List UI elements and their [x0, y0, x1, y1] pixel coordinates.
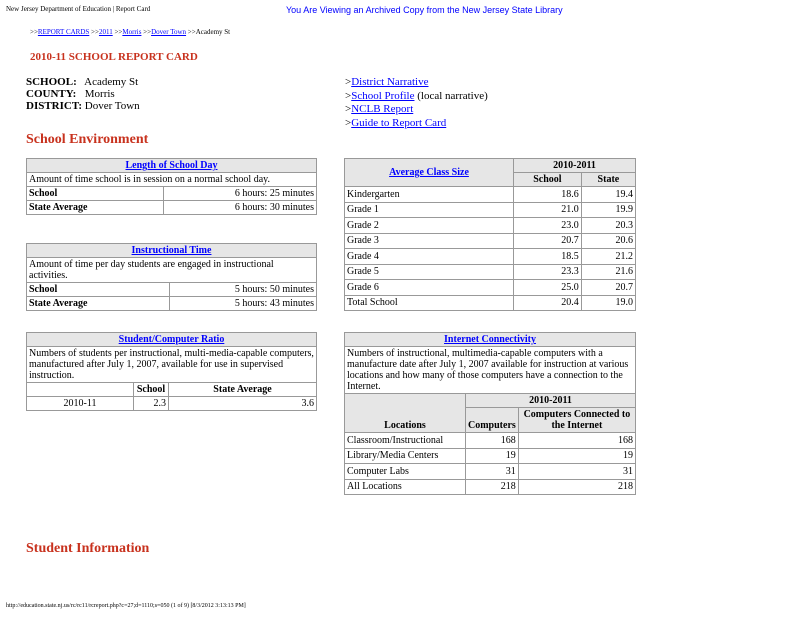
- internet-table: [344, 332, 636, 495]
- internet-col-locations: Locations: [345, 394, 466, 433]
- ratio-state-value: 3.6: [169, 397, 317, 411]
- ratio-school-value: 2.3: [134, 397, 169, 411]
- internet-row-location: Computer Labs: [345, 464, 466, 480]
- class-size-state: 19.4: [581, 187, 635, 203]
- class-size-state: 21.6: [581, 264, 635, 280]
- class-size-state: 19.9: [581, 202, 635, 218]
- class-size-state: 21.2: [581, 249, 635, 265]
- class-size-school: 20.4: [514, 295, 582, 311]
- nclb-report-link[interactable]: NCLB Report: [351, 103, 414, 116]
- breadcrumb-year-link[interactable]: 2011: [98, 28, 113, 36]
- school-label: SCHOOL:: [26, 76, 77, 88]
- class-size-row-label: Grade 5: [345, 264, 514, 280]
- internet-description: Numbers of instructional, multimedia-capable computers with a manufacture date after July 1, 2007 available for instruction at various locations and how many of those computers have a connection to the Internet.: [345, 347, 636, 394]
- instructional-time-table: [26, 243, 317, 311]
- ratio-year: 2010-11: [27, 397, 134, 411]
- student-computer-description: Numbers of students per instructional, multi-media-capable computers, manufactured after July 1, 2007, available for use in supervised instruction.: [27, 347, 317, 383]
- school-environment-heading: School Environment: [26, 132, 149, 147]
- ratio-col-state: State Average: [169, 383, 317, 397]
- county-label: COUNTY:: [26, 88, 77, 100]
- internet-col-computers: Computers: [466, 408, 519, 433]
- archived-notice: You Are Viewing an Archived Copy from the New Jersey State Library: [286, 5, 563, 15]
- internet-row-computers: 218: [466, 479, 519, 495]
- page-source-header: New Jersey Department of Education | Report Card: [6, 5, 151, 13]
- class-size-school: 23.3: [514, 264, 582, 280]
- internet-row-connected: 31: [518, 464, 635, 480]
- class-size-school: 25.0: [514, 280, 582, 296]
- district-narrative-link[interactable]: District Narrative: [351, 76, 429, 88]
- school-info: [26, 76, 140, 112]
- length-of-day-description: Amount of time school is in session on a normal school day.: [27, 173, 317, 187]
- internet-row-connected: 19: [518, 448, 635, 464]
- internet-year: 2010-2011: [466, 394, 636, 408]
- class-size-title-link[interactable]: Average Class Size: [389, 167, 469, 178]
- class-size-year: 2010-2011: [514, 159, 636, 173]
- length-of-day-title-link[interactable]: Length of School Day: [125, 160, 218, 171]
- class-size-school: 21.0: [514, 202, 582, 218]
- district-label: DISTRICT:: [26, 100, 83, 112]
- class-size-state: 19.0: [581, 295, 635, 311]
- class-size-state: 20.6: [581, 233, 635, 249]
- class-size-state: 20.7: [581, 280, 635, 296]
- class-size-row-label: Total School: [345, 295, 514, 311]
- breadcrumb-current-school: Academy St: [195, 28, 231, 36]
- internet-row-location: Classroom/Instructional: [345, 433, 466, 449]
- breadcrumb-county-link[interactable]: Morris: [122, 28, 142, 36]
- internet-row-connected: 218: [518, 479, 635, 495]
- length-school-value: 6 hours: 25 minutes: [164, 187, 317, 201]
- class-size-row-label: Grade 1: [345, 202, 514, 218]
- county-value: Morris: [84, 88, 115, 100]
- district-value: Dover Town: [84, 100, 140, 112]
- internet-row-location: All Locations: [345, 479, 466, 495]
- length-of-day-table: [26, 158, 317, 215]
- ratio-col-school: School: [134, 383, 169, 397]
- class-size-row-label: Grade 4: [345, 249, 514, 265]
- student-information-heading: Student Information: [26, 541, 150, 556]
- class-size-school: 23.0: [514, 218, 582, 234]
- internet-col-connected: Computers Connected to the Internet: [518, 408, 635, 433]
- school-profile-link[interactable]: School Profile: [351, 89, 415, 102]
- internet-row-connected: 168: [518, 433, 635, 449]
- class-size-row-label: Kindergarten: [345, 187, 514, 203]
- class-size-col-state: State: [581, 173, 635, 187]
- instr-school-value: 5 hours: 50 minutes: [170, 283, 317, 297]
- page-footer-url: http://education.state.nj.us/rc/rc11/rcreport.php?c=27;d=1110;s=050 (1 of 9) [8/3/2012 3:13:13 PM]: [6, 603, 246, 609]
- breadcrumb: >>REPORT CARDS >>2011 >>Morris >>Dover Town >>Academy St: [30, 28, 231, 36]
- school-profile-note: (local narrative): [414, 89, 488, 102]
- student-computer-table: [26, 332, 317, 411]
- instr-state-value: 5 hours: 43 minutes: [170, 297, 317, 311]
- class-size-table: [344, 158, 636, 311]
- instr-school-label: School: [27, 283, 170, 297]
- internet-row-computers: 31: [466, 464, 519, 480]
- internet-row-computers: 19: [466, 448, 519, 464]
- instructional-time-description: Amount of time per day students are engaged in instructional activities.: [27, 258, 317, 283]
- class-size-state: 20.3: [581, 218, 635, 234]
- class-size-col-school: School: [514, 173, 582, 187]
- class-size-school: 18.6: [514, 187, 582, 203]
- instructional-time-title-link[interactable]: Instructional Time: [131, 245, 212, 256]
- internet-title-link[interactable]: Internet Connectivity: [444, 334, 536, 345]
- class-size-school: 18.5: [514, 249, 582, 265]
- guide-link[interactable]: Guide to Report Card: [351, 117, 447, 130]
- student-computer-title-link[interactable]: Student/Computer Ratio: [118, 334, 225, 345]
- school-value: Academy St: [84, 76, 139, 88]
- internet-row-location: Library/Media Centers: [345, 448, 466, 464]
- length-state-value: 6 hours: 30 minutes: [164, 201, 317, 215]
- breadcrumb-report-cards-link[interactable]: REPORT CARDS: [37, 28, 90, 36]
- page-title: 2010-11 SCHOOL REPORT CARD: [30, 51, 198, 63]
- length-school-label: School: [27, 187, 164, 201]
- class-size-row-label: Grade 2: [345, 218, 514, 234]
- instr-state-label: State Average: [27, 297, 170, 311]
- report-links: >District Narrative >School Profile (local narrative) >NCLB Report >Guide to Report Card: [345, 76, 488, 130]
- class-size-school: 20.7: [514, 233, 582, 249]
- internet-row-computers: 168: [466, 433, 519, 449]
- breadcrumb-district-link[interactable]: Dover Town: [151, 28, 187, 36]
- class-size-row-label: Grade 3: [345, 233, 514, 249]
- length-state-label: State Average: [27, 201, 164, 215]
- class-size-row-label: Grade 6: [345, 280, 514, 296]
